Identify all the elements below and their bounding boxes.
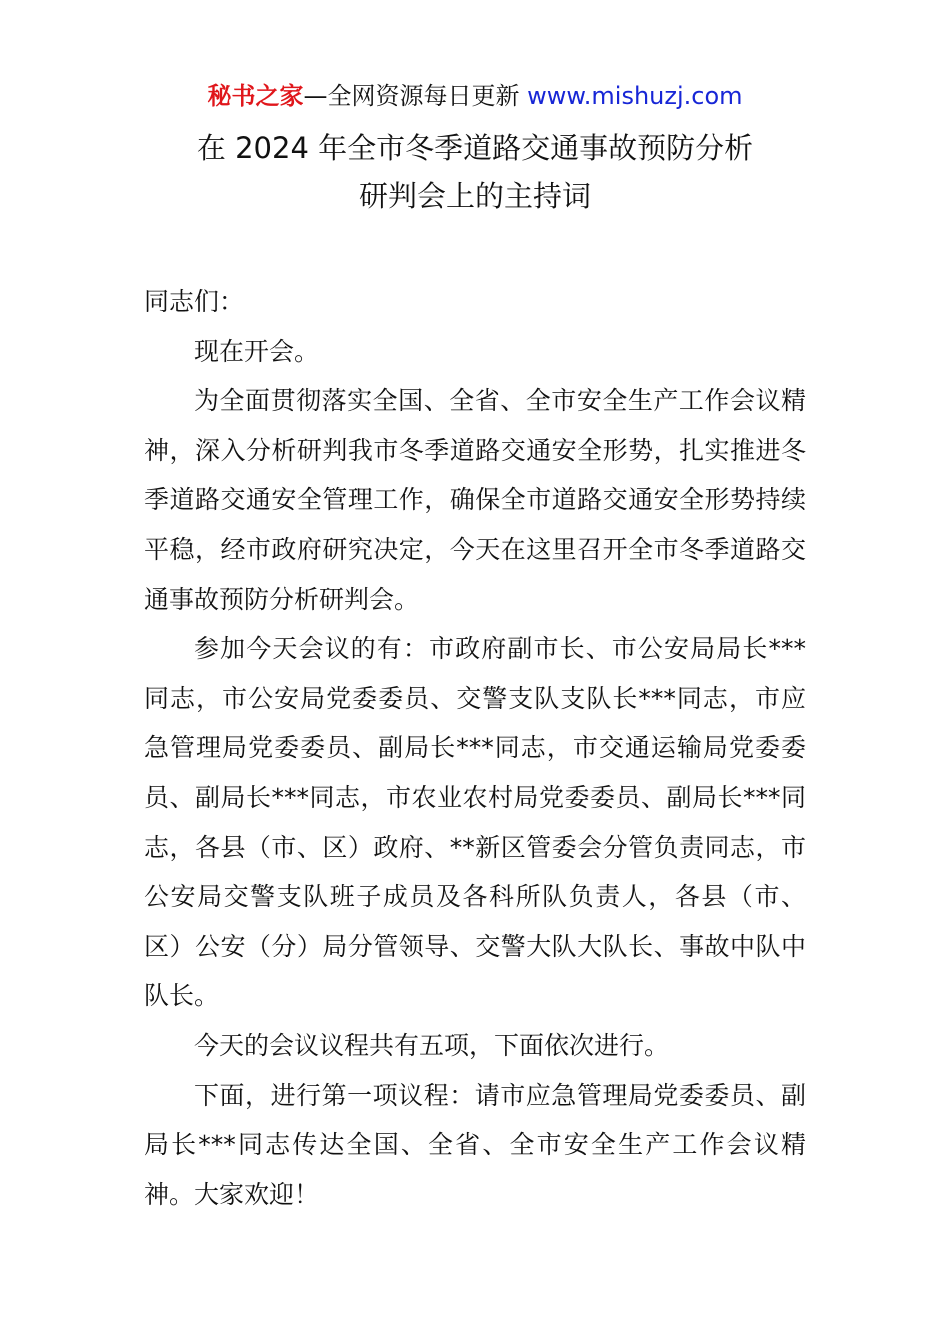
site-header: [0, 78, 950, 114]
document-title-line-1: 在 2024 年全市冬季道路交通事故预防分析: [196, 131, 754, 165]
header-tagline: —全网资源每日更新: [303, 82, 528, 110]
paragraph: 下面，进行第一项议程：请市应急管理局党委委员、副局长***同志传达全国、全省、全市安全生产工作会议精神。大家欢迎！: [144, 1080, 806, 1209]
document-body: [144, 277, 806, 1219]
paragraph: 参加今天会议的有：市政府副市长、市公安局局长***同志，市公安局党委委员、交警支队支队长***同志，市应急管理局党委委员、副局长***同志，市交通运输局党委委员、副局长***同志，市农业农村局党委委员、副局长***同志，各县（市、区）政府、**新区管委会分管负责同志，市公安局交警支队班子成员及各科所队负责人，各县（市、区）公安（分）局分管领导、交警大队大队长、事故中队中队长。: [144, 634, 806, 1011]
document-title-line-2: 研判会上的主持词: [358, 179, 591, 213]
brand-name: 秘书之家: [207, 82, 304, 110]
paragraph: 今天的会议议程共有五项，下面依次进行。: [194, 1030, 670, 1060]
salutation: 同志们：: [144, 287, 245, 316]
site-url-link[interactable]: www.mishuzj.com: [527, 82, 743, 110]
paragraph: 为全面贯彻落实全国、全省、全市安全生产工作会议精神，深入分析研判我市冬季道路交通安全形势，扎实推进冬季道路交通安全管理工作，确保全市道路交通安全形势持续平稳，经市政府研究决定，今天在这里召开全市冬季道路交通事故预防分析研判会。: [144, 386, 806, 614]
paragraph: 现在开会。: [194, 336, 320, 366]
